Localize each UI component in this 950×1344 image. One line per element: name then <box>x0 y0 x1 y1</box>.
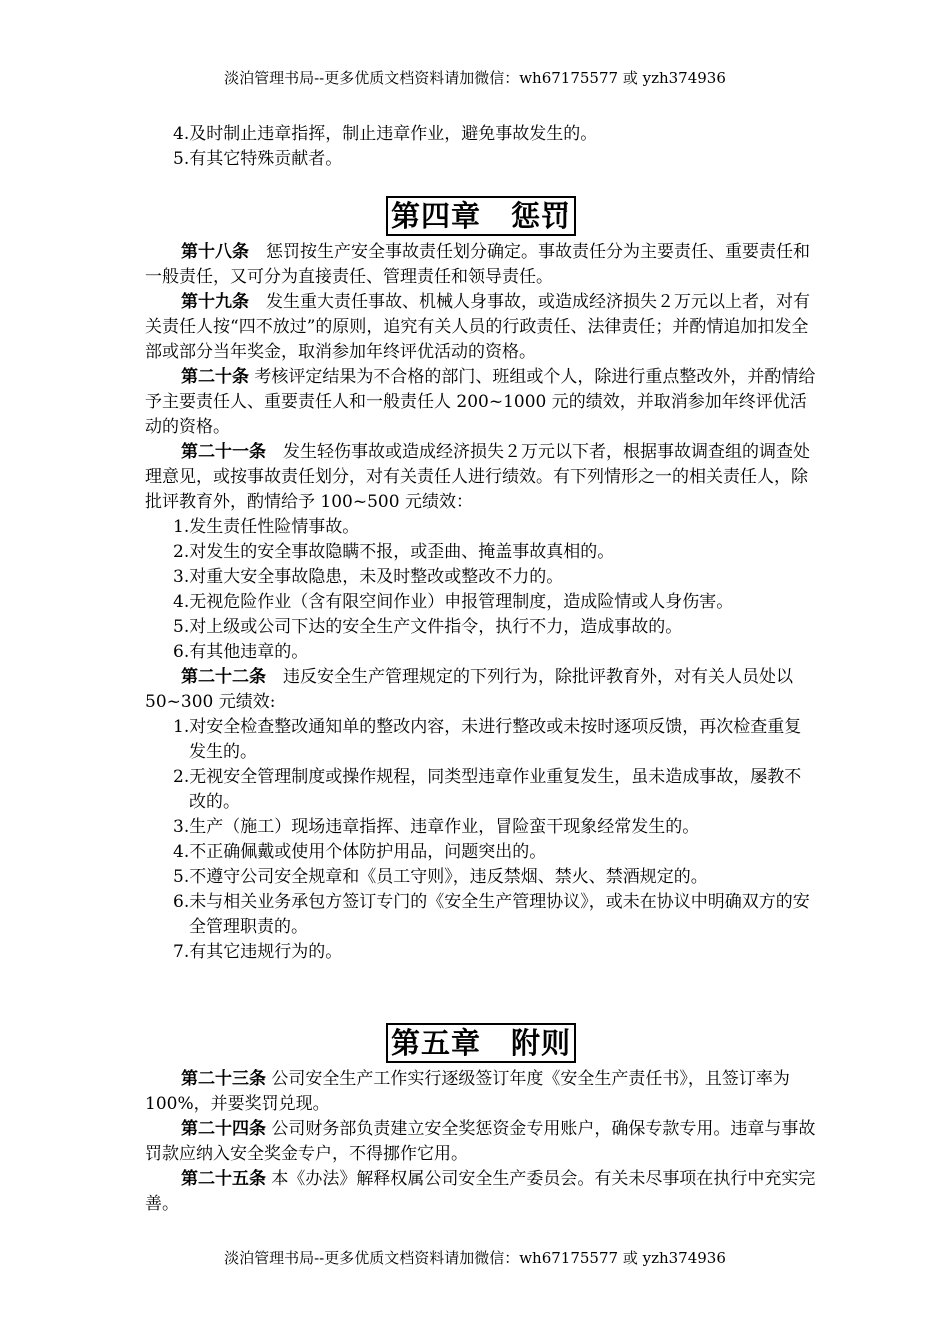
article-label: 第十八条 <box>181 242 249 262</box>
list-item: 6.未与相关业务承包方签订专门的《安全生产管理协议》，或未在协议中明确双方的安全管理职责的。 <box>173 892 810 937</box>
list-item: 7.有其它违规行为的。 <box>173 942 343 962</box>
article-24 <box>145 1117 817 1167</box>
chapter-4-title: 第四章 惩罚 <box>386 196 576 236</box>
list-item: 4.及时制止违章指挥，制止违章作业，避免事故发生的。 <box>173 124 598 144</box>
chapter-5-title: 第五章 附则 <box>386 1023 576 1063</box>
article-21 <box>145 440 817 515</box>
article-19 <box>145 290 817 365</box>
list-item: 3.对重大安全事故隐患，未及时整改或整改不力的。 <box>173 567 564 587</box>
article-20 <box>145 365 817 440</box>
list-item: 5.不遵守公司安全规章和《员工守则》，违反禁烟、禁火、禁酒规定的。 <box>173 867 708 887</box>
article-text: 违反安全生产管理规定的下列行为，除批评教育外，对有关人员处以 50~300 元绩效: <box>145 667 793 712</box>
list-item: 1.发生责任性险情事故。 <box>173 517 360 537</box>
article-label: 第二十条 <box>181 367 249 387</box>
article-label: 第二十四条 <box>181 1119 266 1139</box>
list-item: 1.对安全检查整改通知单的整改内容，未进行整改或未按时逐项反馈，再次检查重复发生的。 <box>173 717 802 762</box>
document-body <box>145 122 817 1217</box>
list-item: 3.生产（施工）现场违章指挥、违章作业，冒险蛮干现象经常发生的。 <box>173 817 700 837</box>
list-item: 5.有其它特殊贡献者。 <box>173 149 343 169</box>
article-text: 发生重大责任事故、机械人身事故，或造成经济损失２万元以上者，对有关责任人按“四不放过”的原则，追究有关人员的行政责任、法律责任；并酌情追加扣发全部或部分当年奖金，取消参加年终评优活动的资格。 <box>145 292 810 362</box>
article-text: 考核评定结果为不合格的部门、班组或个人，除进行重点整改外，并酌情给予主要责任人、重要责任人和一般责任人 200~1000 元的绩效，并取消参加年终评优活动的资格。 <box>145 367 816 437</box>
article-label: 第二十五条 <box>181 1169 266 1189</box>
page-header: 淡泊管理书局--更多优质文档资料请加微信：wh67175577 或 yzh374936 <box>224 69 726 87</box>
list-item: 4.不正确佩戴或使用个体防护用品，问题突出的。 <box>173 842 547 862</box>
article-18 <box>145 240 817 290</box>
article-22 <box>145 665 817 715</box>
list-item: 5.对上级或公司下达的安全生产文件指令，执行不力，造成事故的。 <box>173 617 683 637</box>
list-item: 6.有其他违章的。 <box>173 642 309 662</box>
article-text: 公司财务部负责建立安全奖惩资金专用账户，确保专款专用。违章与事故罚款应纳入安全奖金专户，不得挪作它用。 <box>145 1119 816 1164</box>
article-text: 公司安全生产工作实行逐级签订年度《安全生产责任书》，且签订率为100%，并要奖罚兑现。 <box>145 1069 790 1114</box>
list-item: 2.无视安全管理制度或操作规程，同类型违章作业重复发生，虽未造成事故，屡教不改的。 <box>173 767 802 812</box>
page-footer: 淡泊管理书局--更多优质文档资料请加微信：wh67175577 或 yzh374936 <box>224 1249 726 1267</box>
article-25 <box>145 1167 817 1217</box>
article-23 <box>145 1067 817 1117</box>
article-label: 第二十三条 <box>181 1069 266 1089</box>
list-item: 4.无视危险作业（含有限空间作业）申报管理制度，造成险情或人身伤害。 <box>173 592 734 612</box>
article-text: 发生轻伤事故或造成经济损失２万元以下者，根据事故调查组的调查处理意见，或按事故责任划分，对有关责任人进行绩效。有下列情形之一的相关责任人，除批评教育外，酌情给予 100~500 元绩效： <box>145 442 810 512</box>
article-text: 本《办法》解释权属公司安全生产委员会。有关未尽事项在执行中充实完善。 <box>145 1169 816 1214</box>
list-item: 2.对发生的安全事故隐瞒不报，或歪曲、掩盖事故真相的。 <box>173 542 615 562</box>
article-label: 第二十二条 <box>181 667 266 687</box>
article-label: 第二十一条 <box>181 442 266 462</box>
article-text: 惩罚按生产安全事故责任划分确定。事故责任分为主要责任、重要责任和一般责任，又可分为直接责任、管理责任和领导责任。 <box>145 242 810 287</box>
article-label: 第十九条 <box>181 292 249 312</box>
